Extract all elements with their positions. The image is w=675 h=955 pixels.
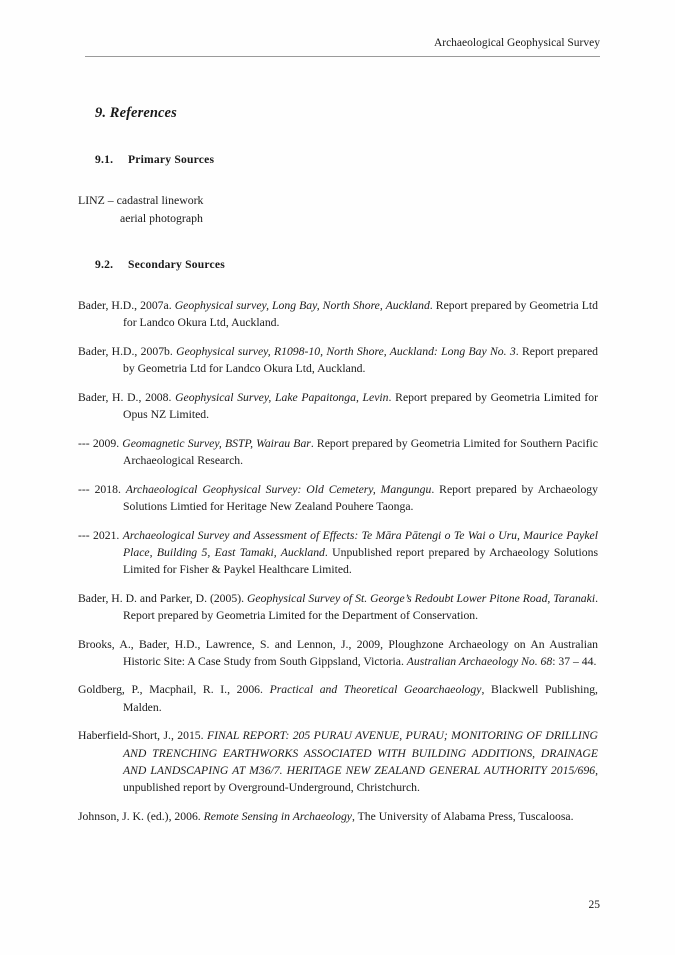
reference-entry	[78, 389, 598, 423]
reference-entry	[78, 808, 598, 825]
primary-source-item: aerial photograph	[120, 210, 203, 225]
reference-text: . Report prepared by Archaeology Solutions Limtied for Heritage New Zealand Pouhere Taonga.	[123, 482, 598, 513]
reference-text: , unpublished report by Overground-Underground, Christchurch.	[123, 763, 598, 794]
reference-entry	[78, 590, 598, 624]
reference-title: FINAL REPORT: 205 PURAU AVENUE, PURAU; MONITORING OF DRILLING AND TRENCHING EARTHWORKS ASSOCIATED WITH BUILDING ADDITIONS, DRAINAGE AND LANDSCAPING AT M36/7. HERITAGE NEW ZEALAND GENERAL AUTHORITY 2015/696	[123, 729, 598, 777]
reference-entry	[78, 481, 598, 515]
page-body	[78, 104, 598, 825]
reference-text: . Report prepared by Geometria Limited for Southern Pacific Archaeological Research.	[123, 436, 598, 467]
page-number: 25	[588, 899, 600, 911]
spacer	[78, 122, 598, 152]
reference-text: . Unpublished report prepared by Archaeology Solutions Limited for Fisher & Paykel Healthcare Limited.	[123, 545, 598, 576]
reference-title: Geophysical survey, R1098-10, North Shore, Auckland: Long Bay No. 3	[176, 344, 516, 358]
subsection-label: Secondary Sources	[128, 258, 225, 271]
reference-text: : 37 – 44.	[552, 654, 597, 668]
reference-text: Bader, H. D. and Parker, D. (2005).	[78, 591, 247, 605]
reference-text: --- 2021.	[78, 528, 123, 542]
reference-text: --- 2009.	[78, 436, 123, 450]
reference-entry	[78, 297, 598, 331]
subsection-number: 9.2.	[95, 258, 114, 271]
reference-entry	[78, 636, 598, 670]
subsection-number: 9.1.	[95, 153, 114, 166]
reference-title: Geophysical Survey of St. George’s Redoubt Lower Pitone Road, Taranaki	[246, 591, 596, 605]
reference-text: . Report prepared by Geometria Limited for Opus NZ Limited.	[123, 390, 598, 422]
reference-title: Geophysical survey, Long Bay, North Shore, Auckland	[174, 299, 430, 312]
reference-text: Johnson, J. K. (ed.), 2006.	[78, 809, 204, 823]
spacer	[78, 227, 598, 257]
reference-text: Bader, H.D., 2007a.	[78, 299, 175, 312]
reference-text: . Report prepared by Geometria Limited for the Department of Conservation.	[123, 591, 598, 622]
reference-text: Bader, H.D., 2007b.	[78, 344, 177, 358]
primary-sources-list	[78, 192, 598, 227]
reference-title: Geophysical Survey, Lake Papaitonga, Levin	[175, 390, 389, 404]
reference-text: . Report prepared by Geometria Ltd for Landco Okura Ltd, Auckland.	[123, 344, 598, 376]
reference-text: Goldberg, P., Macphail, R. I., 2006.	[78, 683, 270, 697]
spacer	[78, 273, 598, 297]
reference-text: . Report prepared by Geometria Ltd for Landco Okura Ltd, Auckland.	[123, 299, 599, 330]
subsection-label: Primary Sources	[128, 153, 215, 166]
reference-text: , Blackwell Publishing, Malden.	[123, 683, 598, 714]
subsection-heading-primary-sources	[95, 152, 598, 168]
primary-source-item: LINZ – cadastral linework	[78, 193, 204, 207]
reference-text: Bader, H. D., 2008.	[78, 390, 176, 404]
reference-text: Haberfield-Short, J., 2015.	[78, 729, 207, 743]
running-header: Archaeological Geophysical Survey	[433, 37, 600, 49]
header-rule	[85, 56, 600, 57]
spacer	[78, 168, 598, 192]
subsection-heading-secondary-sources	[95, 257, 598, 273]
reference-entry	[78, 527, 598, 579]
reference-text: Brooks, A., Bader, H.D., Lawrence, S. and Lennon, J., 2009, Ploughzone Archaeology on An Australian Historic Site: A Case Study from South Gippsland, Victoria.	[78, 637, 598, 668]
section-title: 9. References	[95, 105, 177, 121]
reference-text: , The University of Alabama Press, Tuscaloosa.	[351, 809, 574, 823]
reference-title: Remote Sensing in Archaeology	[203, 809, 352, 823]
reference-title: Australian Archaeology No. 68	[406, 654, 553, 668]
reference-list	[78, 297, 598, 825]
reference-entry	[78, 727, 598, 796]
reference-text: --- 2018.	[78, 482, 126, 496]
reference-entry	[78, 435, 598, 469]
reference-title: Practical and Theoretical Geoarchaeology	[269, 683, 482, 697]
reference-title: Archaeological Geophysical Survey: Old Cemetery, Mangungu	[125, 482, 432, 496]
reference-entry	[78, 343, 598, 377]
reference-title: Archaeological Survey and Assessment of Effects: Te Māra Pātengi o Te Wai o Uru, Maurice Paykel Place, Building 5, East Tamaki, Auckland	[122, 528, 598, 559]
reference-title: Geomagnetic Survey, BSTP, Wairau Bar	[122, 436, 311, 450]
reference-entry	[78, 681, 598, 715]
